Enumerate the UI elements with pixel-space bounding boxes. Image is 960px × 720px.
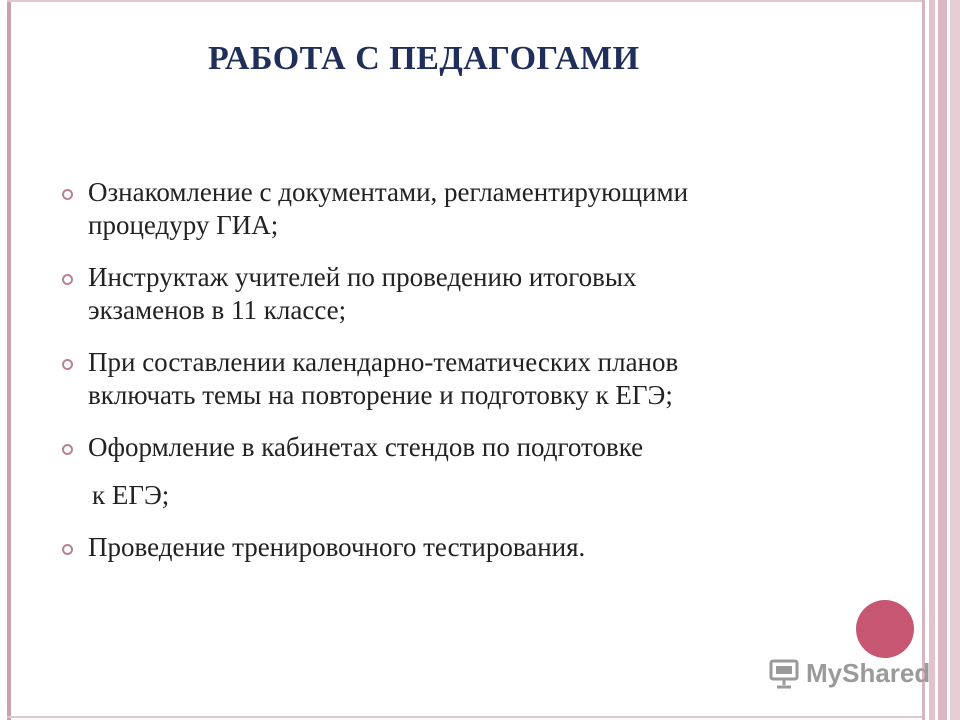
circle-bullet-icon (62, 359, 73, 370)
slide-frame-bottom (7, 716, 932, 718)
bullet-text: Оформление в кабинетах стендов по подготовке (88, 432, 644, 462)
slide-frame-left (7, 0, 11, 720)
bullet-text: Проведение тренировочного тестирования. (88, 532, 586, 562)
circle-bullet-icon (62, 444, 73, 455)
watermark-text: MyShared (806, 658, 931, 688)
bullet-item (62, 261, 882, 327)
slide-title: РАБОТА С ПЕДАГОГАМИ (208, 40, 640, 77)
bullet-text: экзаменов в 11 классе; (88, 295, 347, 325)
bullet-list (62, 176, 882, 583)
bullet-text: При составлении календарно-тематических планов (88, 347, 679, 377)
circle-bullet-icon (62, 189, 73, 200)
bullet-item (62, 176, 882, 242)
bullet-text: Ознакомление с документами, регламентирующими (88, 177, 689, 207)
bullet-item (62, 431, 882, 464)
bullet-text: процедуру ГИА; (88, 210, 279, 240)
presentation-board-icon (768, 659, 800, 689)
bullet-text: включать темы на повторение и подготовку к ЕГЭ; (88, 380, 673, 410)
circle-bullet-icon (62, 274, 73, 285)
slide-frame-top (7, 0, 932, 2)
watermark-logo (768, 658, 930, 689)
bullet-item (62, 531, 882, 564)
decorative-border-stripes (922, 0, 960, 720)
circle-bullet-icon (62, 544, 73, 555)
bullet-text: Инструктаж учителей по проведению итоговых (88, 262, 637, 292)
bullet-continuation (62, 479, 882, 512)
bullet-item (62, 346, 882, 412)
decorative-circle (856, 600, 914, 658)
bullet-text: к ЕГЭ; (92, 480, 170, 510)
